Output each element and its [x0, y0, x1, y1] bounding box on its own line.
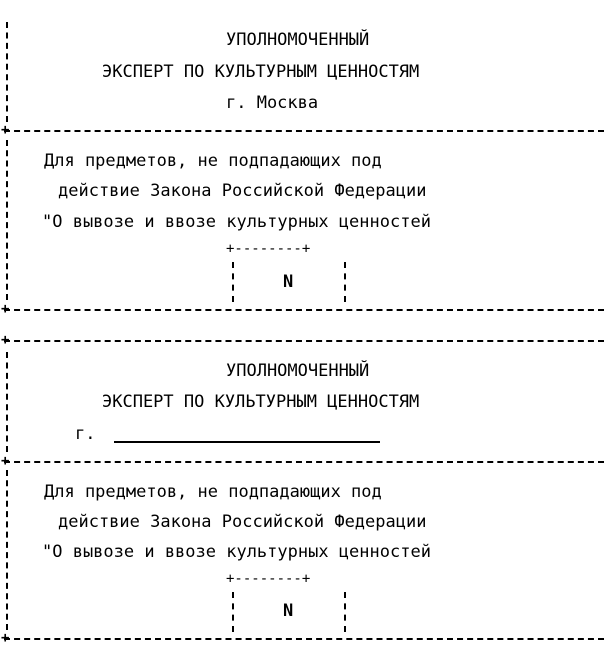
- stamp-2-number-box-left: [232, 592, 234, 632]
- stamp-1-number-box-left: [232, 262, 234, 302]
- stamp-1-title-line-1: УПОЛНОМОЧЕННЫЙ: [226, 30, 370, 50]
- stamp-1-title-line-2: ЭКСПЕРТ ПО КУЛЬТУРНЫМ ЦЕННОСТЯМ: [102, 62, 420, 82]
- stamp-2-body-line-2: действие Закона Российской Федерации: [58, 512, 427, 532]
- stamp-1-number-box-right: [344, 262, 346, 302]
- stamp-1-city: г. Москва: [226, 93, 319, 113]
- stamp-1-divider: [4, 130, 604, 132]
- stamp-1-number-box-top: +--------+: [226, 241, 311, 257]
- stamp-2-city-blank-line: [114, 441, 380, 443]
- stamp-2-title-line-1: УПОЛНОМОЧЕННЫЙ: [226, 361, 370, 381]
- stamp-2-number-box-top: +--------+: [226, 571, 311, 587]
- stamp-1-bottom-left-cross: +: [1, 301, 10, 317]
- stamp-1-body-line-2: действие Закона Российской Федерации: [58, 181, 427, 201]
- stamp-1-divider-left-cross: +: [1, 122, 10, 138]
- stamp-2-divider-left-cross: +: [1, 453, 10, 469]
- stamp-2-body-line-3: "О вывозе и ввозе культурных ценностей: [42, 542, 431, 562]
- stamp-1-bottom-border: [4, 309, 604, 311]
- stamp-2-top-border: [4, 340, 604, 342]
- stamp-2-bottom-left-cross: +: [1, 630, 10, 646]
- stamp-2-title-line-2: ЭКСПЕРТ ПО КУЛЬТУРНЫМ ЦЕННОСТЯМ: [102, 392, 420, 412]
- stamp-2-city-prefix: г.: [75, 424, 96, 444]
- stamp-1-left-border-top: [6, 22, 8, 122]
- stamp-2-body-line-1: Для предметов, не подпадающих под: [44, 482, 382, 502]
- stamp-2-left-border-bottom: [6, 470, 8, 630]
- stamp-2-number-box-right: [344, 592, 346, 632]
- stamp-1-body-line-3: "О вывозе и ввозе культурных ценностей: [42, 212, 431, 232]
- stamp-1-number-label: N: [283, 272, 294, 292]
- stamp-2-number-label: N: [283, 601, 294, 621]
- stamp-2-divider: [4, 461, 604, 463]
- stamp-1-left-border-bottom: [6, 140, 8, 300]
- stamp-2-top-left-cross: +: [1, 332, 10, 348]
- stamp-2-left-border-top: [6, 352, 8, 452]
- stamp-2-bottom-border: [4, 638, 604, 640]
- stamp-1-body-line-1: Для предметов, не подпадающих под: [44, 151, 382, 171]
